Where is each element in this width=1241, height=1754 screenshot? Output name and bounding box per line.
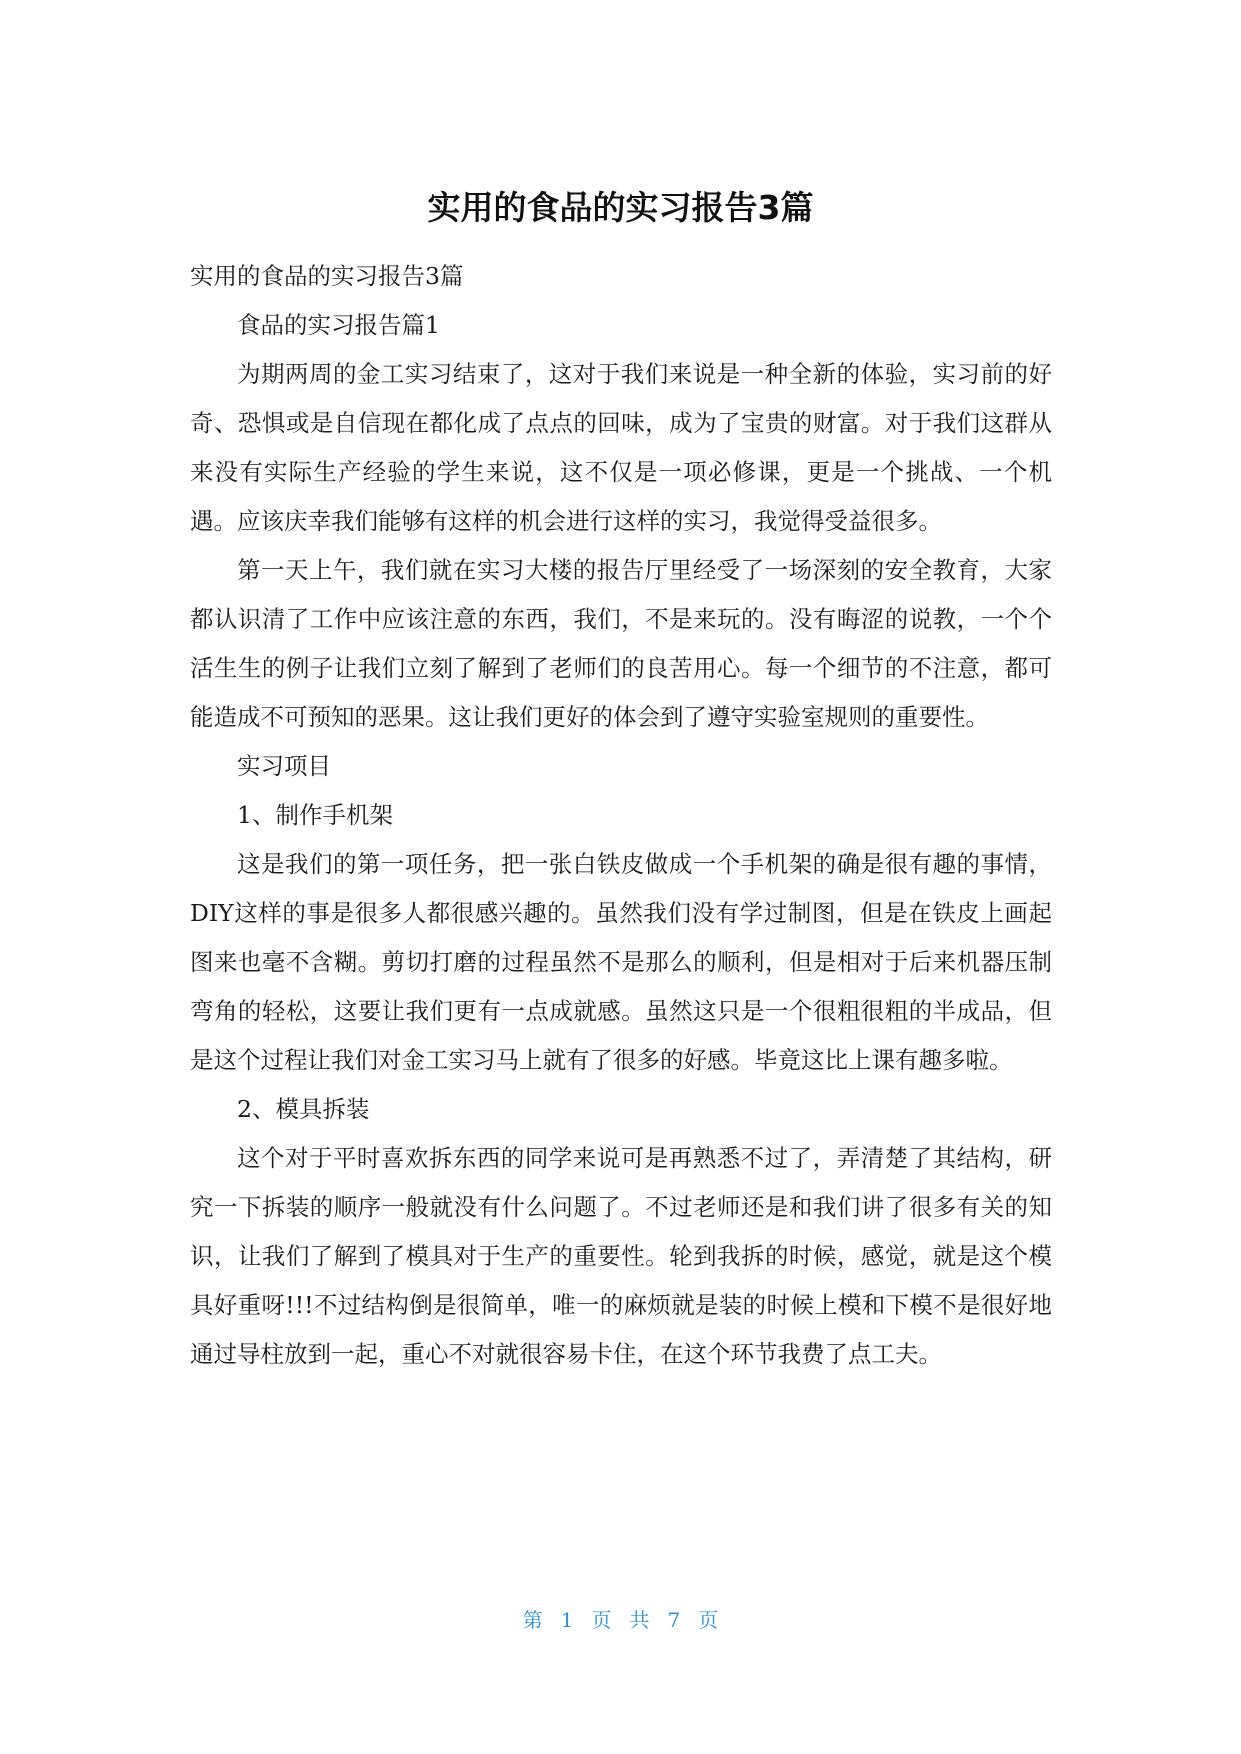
paragraph-subtitle: 实用的食品的实习报告3篇 <box>190 262 464 290</box>
paragraph-item-1-heading: 1、制作手机架 <box>237 801 393 829</box>
paragraph-item-1-body: 这是我们的第一项任务，把一张白铁皮做成一个手机架的确是很有趣的事情，DIY这样的事是很多人都很感兴趣的。虽然我们没有学过制图，但是在铁皮上画起图来也毫不含糊。剪切打磨的过程虽然不是那么的顺利，但是相对于后来机器压制弯角的轻松，这要让我们更有一点成就感。虽然这只是一个很粗很粗的半成品，但是这个过程让我们对金工实习马上就有了很多的好感。毕竟这比上课有趣多啦。 <box>190 850 1052 1074</box>
footer-page-number: 1 <box>560 1608 574 1632</box>
paragraph-item-2-heading: 2、模具拆装 <box>237 1095 370 1123</box>
document-body <box>190 252 1052 1379</box>
footer-di: 第 <box>522 1608 543 1632</box>
paragraph-item-2-body: 这个对于平时喜欢拆东西的同学来说可是再熟悉不过了，弄清楚了其结构，研究一下拆装的顺序一般就没有什么问题了。不过老师还是和我们讲了很多有关的知识，让我们了解到了模具对于生产的重要性。轮到我拆的时候，感觉，就是这个模具好重呀!!!不过结构倒是很简单，唯一的麻烦就是装的时候上模和下模不是很好地通过导柱放到一起，重心不对就很容易卡住，在这个环节我费了点工夫。 <box>190 1144 1052 1368</box>
footer-ye-2: 页 <box>698 1608 719 1632</box>
paragraph-section-heading: 食品的实习报告篇1 <box>237 311 440 339</box>
paragraph-safety: 第一天上午，我们就在实习大楼的报告厅里经受了一场深刻的安全教育，大家都认识清了工作中应该注意的东西，我们，不是来玩的。没有晦涩的说教，一个个活生生的例子让我们立刻了解到了老师们的良苦用心。每一个细节的不注意，都可能造成不可预知的恶果。这让我们更好的体会到了遵守实验室规则的重要性。 <box>190 556 1052 731</box>
document-title: 实用的食品的实习报告3篇 <box>427 188 814 227</box>
paragraph-projects-heading: 实习项目 <box>237 752 331 780</box>
paragraph-intro: 为期两周的金工实习结束了，这对于我们来说是一种全新的体验，实习前的好奇、恐惧或是自信现在都化成了点点的回味，成为了宝贵的财富。对于我们这群从来没有实际生产经验的学生来说，这不仅是一项必修课，更是一个挑战、一个机遇。应该庆幸我们能够有这样的机会进行这样的实习，我觉得受益很多。 <box>190 360 1052 535</box>
page-footer <box>0 1604 1241 1633</box>
footer-gong: 共 <box>629 1608 650 1632</box>
footer-ye: 页 <box>591 1608 612 1632</box>
footer-total-pages: 7 <box>667 1608 681 1632</box>
